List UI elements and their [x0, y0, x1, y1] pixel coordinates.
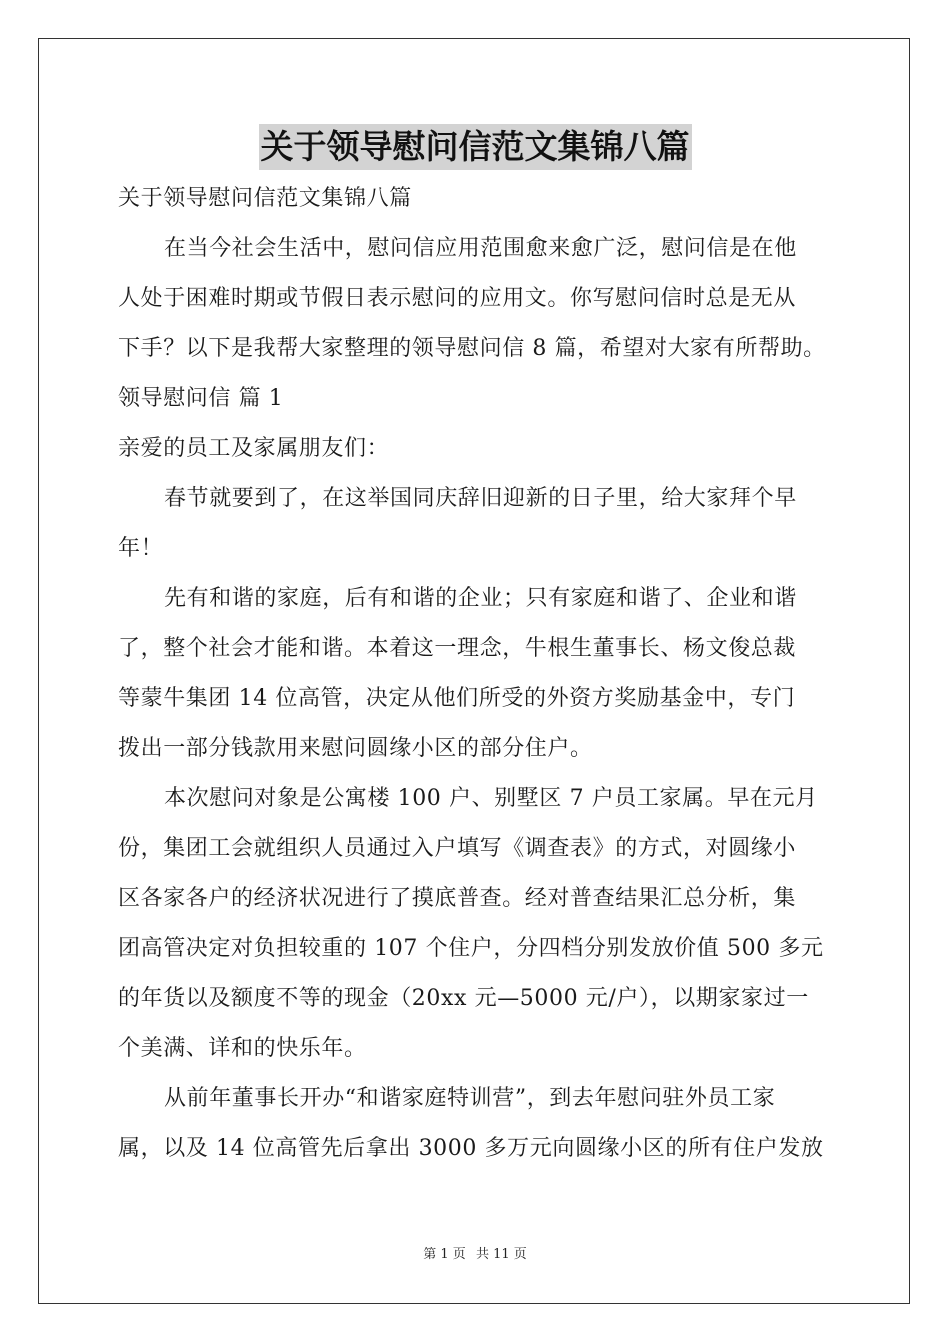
body-line: 团高管决定对负担较重的 107 个住户，分四档分别发放价值 500 多元: [118, 936, 824, 961]
body-line: 人处于困难时期或节假日表示慰问的应用文。你写慰问信时总是无从: [118, 286, 797, 311]
body-line: 等蒙牛集团 14 位高管，决定从他们所受的外资方奖励基金中，专门: [118, 686, 796, 711]
body-line: 拨出一部分钱款用来慰问圆缘小区的部分住户。: [118, 736, 593, 761]
document-title: 关于领导慰问信范文集锦八篇: [259, 124, 692, 170]
body-line: 在当今社会生活中，慰问信应用范围愈来愈广泛，慰问信是在他: [164, 236, 797, 261]
subtitle-line: 关于领导慰问信范文集锦八篇: [118, 186, 412, 211]
body-line: 先有和谐的家庭，后有和谐的企业；只有家庭和谐了、企业和谐: [164, 586, 797, 611]
page-footer: [0, 1246, 950, 1264]
page-border: [38, 38, 910, 1304]
body-line: 份，集团工会就组织人员通过入户填写《调查表》的方式，对圆缘小: [118, 836, 797, 861]
section-heading: 领导慰问信 篇 1: [118, 386, 284, 411]
body-line: 春节就要到了，在这举国同庆辞旧迎新的日子里，给大家拜个早: [164, 486, 797, 511]
body-line: 本次慰问对象是公寓楼 100 户、别墅区 7 户员工家属。早在元月: [164, 786, 818, 811]
body-line: 区各家各户的经济状况进行了摸底普查。经对普查结果汇总分析，集: [118, 886, 797, 911]
page-total: 共 11 页: [475, 1247, 527, 1262]
page-number: 第 1 页: [423, 1247, 466, 1262]
body-line: 的年货以及额度不等的现金（20xx 元—5000 元/户），以期家家过一: [118, 986, 809, 1011]
body-line: 了，整个社会才能和谐。本着这一理念，牛根生董事长、杨文俊总裁: [118, 636, 797, 661]
salutation-line: 亲爱的员工及家属朋友们：: [118, 436, 390, 461]
body-line: 下手？以下是我帮大家整理的领导慰问信 8 篇，希望对大家有所帮助。: [118, 336, 826, 361]
title-container: [0, 124, 950, 170]
body-line: 年！: [118, 536, 164, 561]
body-line: 从前年董事长开办“和谐家庭特训营”，到去年慰问驻外员工家: [164, 1086, 776, 1111]
body-line: 个美满、详和的快乐年。: [118, 1036, 367, 1061]
body-line: 属，以及 14 位高管先后拿出 3000 多万元向圆缘小区的所有住户发放: [118, 1136, 824, 1161]
